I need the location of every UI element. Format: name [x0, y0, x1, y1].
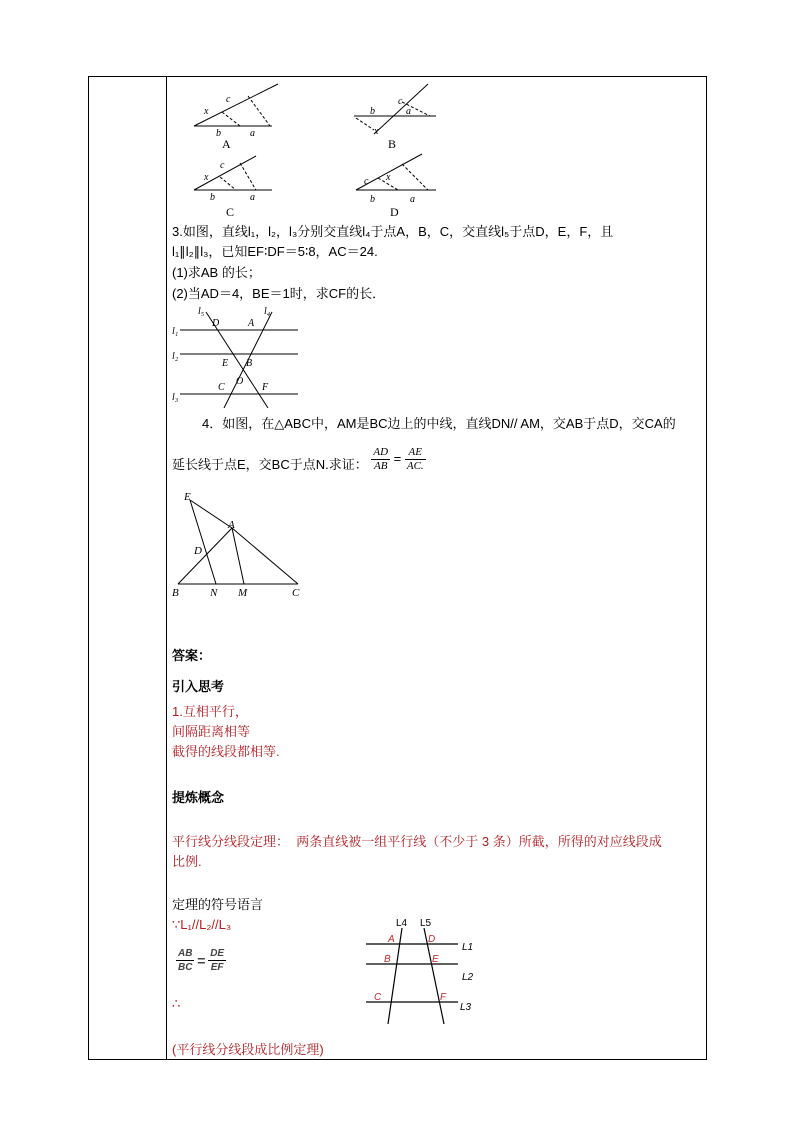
q4-N: N: [210, 587, 218, 599]
q4-frac-left-den: AB: [373, 460, 388, 472]
q4-line2: [172, 446, 426, 479]
answer-heading: 答案：: [172, 648, 212, 663]
fig-a-a: a: [250, 128, 255, 139]
fig-a-c: c: [226, 94, 231, 105]
fig-b-a: a: [406, 106, 411, 117]
fig-c-c: c: [220, 160, 225, 171]
ratio-left-num: AB: [178, 948, 193, 959]
fig-d-a: a: [410, 194, 415, 205]
ratio-left: [176, 947, 194, 974]
q3-l2: l₂: [172, 351, 179, 362]
q4-C: C: [292, 587, 300, 599]
column-divider: [166, 76, 167, 1060]
fig-b-b: b: [370, 106, 375, 117]
fig-d-label: D: [390, 205, 399, 219]
q3-figure: [170, 304, 302, 408]
q4-M: M: [238, 587, 248, 599]
theorem-figure: [360, 916, 480, 1034]
q3-sub2: (2)当AD＝4，BE＝1时，求CF的长．: [172, 286, 386, 301]
fig-c-label: C: [226, 205, 235, 219]
q3-A: A: [248, 318, 255, 329]
q4-frac-left-num: AD: [373, 446, 389, 458]
q3-E: E: [222, 358, 229, 369]
closing-text: (平行线分线段成比例定理): [172, 1042, 324, 1057]
fig-a-label: A: [222, 137, 231, 151]
symbol-ratio: $\frac{AB}{BC}$ = $\frac{DE}{EF}$: [178, 948, 225, 973]
q3-D: D: [212, 318, 220, 329]
ratio-right-num: DE: [210, 948, 225, 959]
fig-d-c: c: [364, 176, 369, 187]
fig-L3: L3: [460, 1002, 472, 1013]
q3-C: C: [218, 382, 225, 393]
fig-c-x: x: [204, 172, 209, 183]
q4-frac-right-den: AC.: [406, 460, 424, 472]
q4-B: B: [172, 587, 179, 599]
q4-frac-right-num: AE: [405, 446, 426, 460]
q3-line2: l₁∥l₂∥l₃，已知EF∶DF＝5∶8，AC＝24.: [172, 244, 378, 259]
q4-figure: [170, 488, 310, 600]
theorem-label: 平行线分线段定理：: [172, 834, 290, 849]
fig-red-D: D: [428, 934, 436, 945]
q4-line2-prefix: 延长线于点E，交BC于点N.求证：: [172, 456, 368, 472]
intro-heading: 引入思考: [172, 679, 225, 694]
q3-O: O: [236, 376, 244, 387]
fig-red-A: A: [388, 934, 395, 945]
fig-L1: L1: [462, 942, 474, 953]
fig-b-c: c: [398, 96, 403, 107]
q3-l1: l₁: [172, 326, 179, 337]
because-line: ∵L₁//L₂//L₃: [172, 917, 232, 932]
ratio-right-den: EF: [210, 962, 224, 973]
therefore-symbol: ∴: [172, 996, 181, 1011]
concept-heading: 提炼概念: [172, 790, 225, 805]
fig-d-b: b: [370, 194, 375, 205]
fig-L4: L4: [396, 918, 408, 929]
q3-l5: l₅: [198, 306, 205, 317]
q4-frac-right: [405, 446, 426, 473]
fig-c-b: b: [210, 192, 215, 203]
q3-l4: l₄: [264, 306, 271, 317]
symbol-heading: 定理的符号语言: [172, 897, 264, 912]
fig-red-E: E: [432, 954, 439, 965]
q4-frac-left: [371, 446, 390, 473]
fig-d-x: x: [386, 172, 391, 183]
fig-c-a: a: [250, 192, 255, 203]
q3-l3: l₃: [172, 392, 179, 403]
intro-line-3: 截得的线段都相等.: [172, 744, 280, 759]
theorem-line1: [172, 832, 662, 852]
q3-B: B: [246, 358, 253, 369]
fig-b-label: B: [388, 137, 397, 151]
q3-line1: 3.如图，直线l₁，l₂，l₃分别交直线l₄于点A，B，C，交直线l₅于点D，E，F，且: [172, 224, 614, 239]
fig-red-C: C: [374, 992, 382, 1003]
q4-line1: 4．如图，在△ABC中，AM是BC边上的中线，直线DN// AM，交AB于点D，交CA的: [202, 416, 676, 431]
q3-F: F: [262, 382, 269, 393]
theorem-text: 两条直线被一组平行线（不少于 3 条）所截，所得的对应线段成: [296, 834, 662, 849]
fig-a-b: b: [216, 128, 221, 139]
q3-sub1: (1)求AB 的长；: [172, 265, 261, 280]
ratio-left-den: BC: [178, 962, 193, 973]
q4-A: A: [228, 519, 235, 531]
fig-red-F: F: [440, 992, 447, 1003]
q4-D: D: [194, 545, 202, 557]
q4-eq: =: [393, 450, 402, 466]
fig-b-x: x: [374, 126, 379, 137]
intro-line-1: 1.互相平行，: [172, 704, 248, 719]
option-figures: [180, 80, 480, 222]
q4-E: E: [184, 491, 191, 503]
fig-L5: L5: [420, 918, 432, 929]
intro-line-2: 间隔距离相等: [172, 724, 251, 739]
fig-a-x: x: [204, 106, 209, 117]
fig-L2: L2: [462, 972, 474, 983]
theorem-line2: 比例.: [172, 854, 202, 869]
fig-red-B: B: [384, 954, 391, 965]
ratio-right: [208, 947, 226, 974]
